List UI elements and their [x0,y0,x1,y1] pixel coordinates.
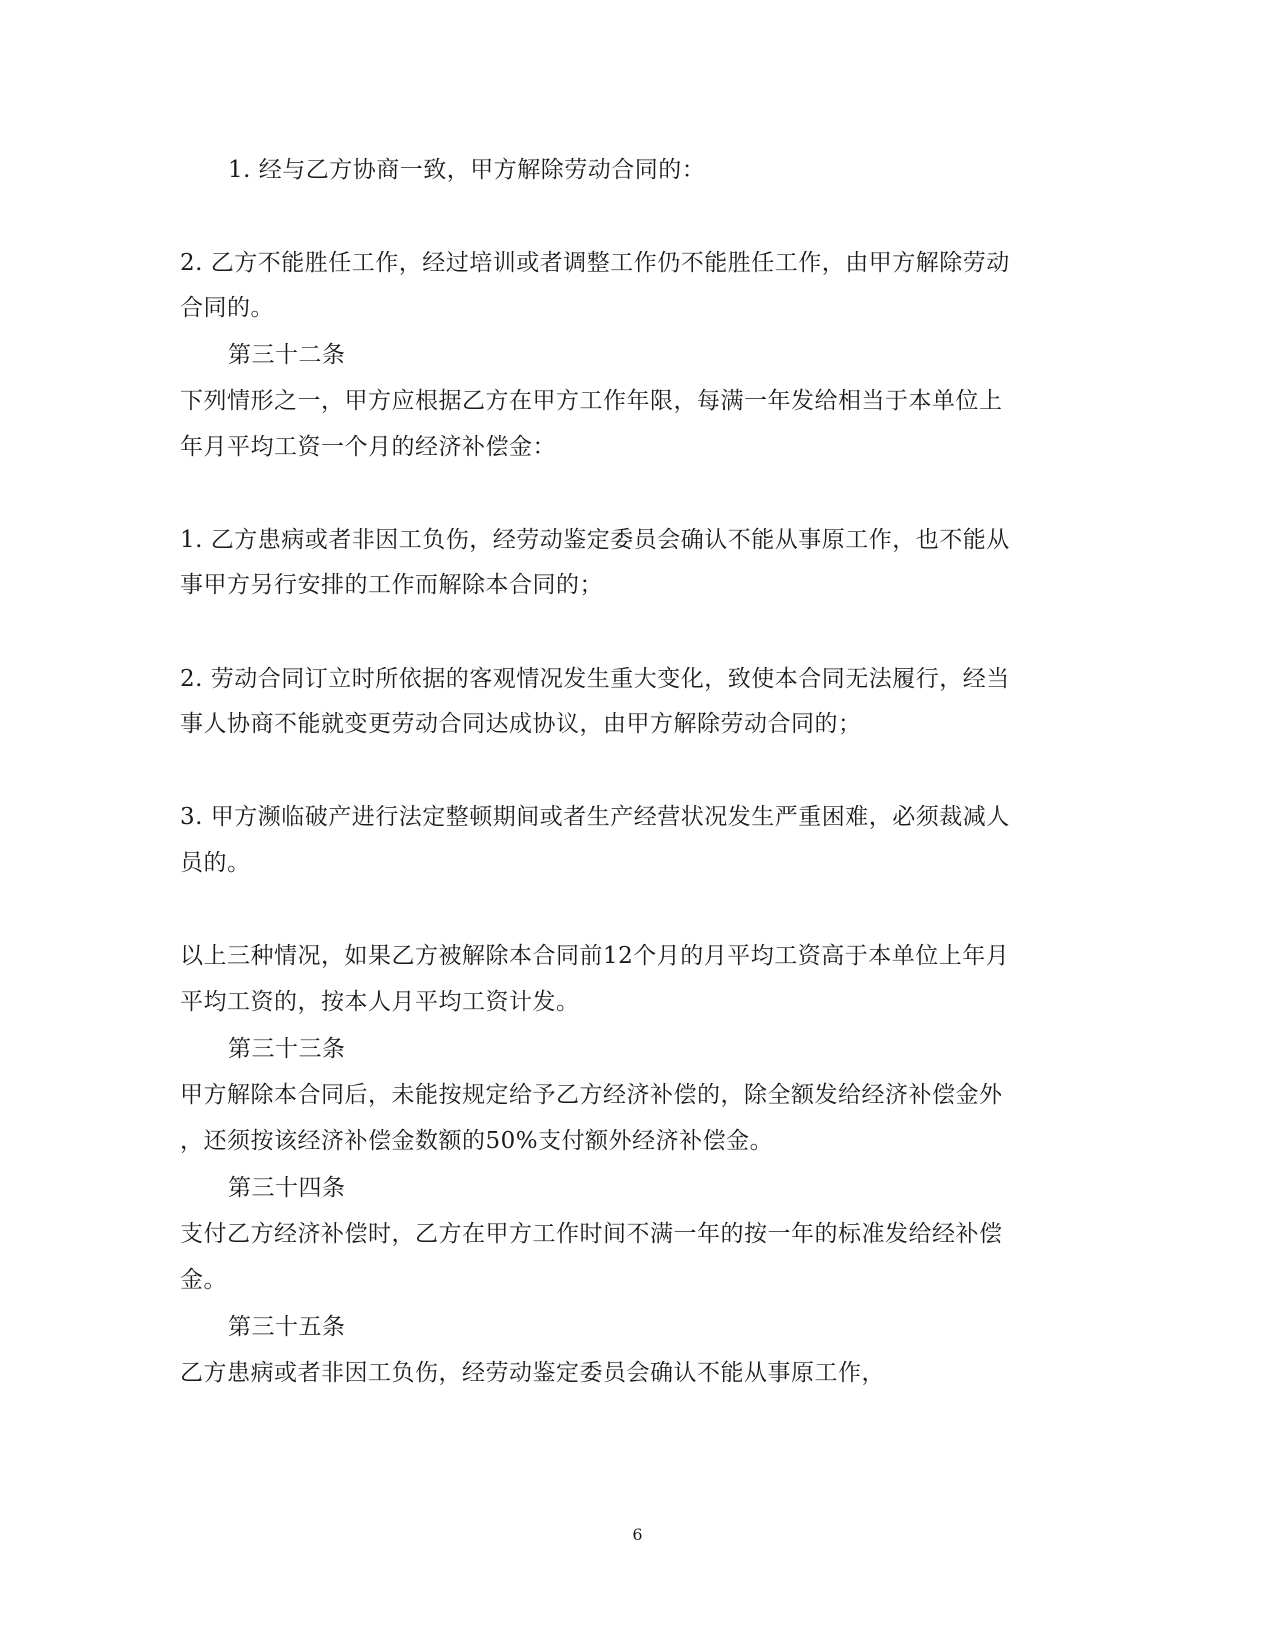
text-line: 事甲方另行安排的工作而解除本合同的； [180,572,603,598]
article-heading: 第三十四条 [228,1175,346,1201]
text-line: 1. 经与乙方协商一致，甲方解除劳动合同的： [228,157,706,183]
article-heading: 第三十五条 [228,1314,346,1340]
text-line: 乙方患病或者非因工负伤，经劳动鉴定委员会确认不能从事原工作， [180,1360,885,1386]
text-line: 金。 [180,1267,227,1293]
text-line: 年月平均工资一个月的经济补偿金： [180,434,556,460]
text-line: 事人协商不能就变更劳动合同达成协议，由甲方解除劳动合同的； [180,711,862,737]
text-line: 下列情形之一，甲方应根据乙方在甲方工作年限，每满一年发给相当于本单位上 [180,388,1003,414]
text-line: 2. 劳动合同订立时所依据的客观情况发生重大变化，致使本合同无法履行，经当 [180,666,1010,692]
text-line: 1. 乙方患病或者非因工负伤，经劳动鉴定委员会确认不能从事原工作，也不能从 [180,527,1010,553]
text-line: 支付乙方经济补偿时，乙方在甲方工作时间不满一年的按一年的标准发给经补偿 [180,1221,1003,1247]
page-number: 6 [632,1525,643,1544]
text-line: 员的。 [180,850,251,876]
text-line: 以上三种情况，如果乙方被解除本合同前12个月的月平均工资高于本单位上年月 [180,943,1010,969]
text-line: 2. 乙方不能胜任工作，经过培训或者调整工作仍不能胜任工作，由甲方解除劳动 [180,250,1010,276]
text-line: 甲方解除本合同后，未能按规定给予乙方经济补偿的，除全额发给经济补偿金外 [180,1082,1003,1108]
text-line: 合同的。 [180,295,274,321]
article-heading: 第三十三条 [228,1036,346,1062]
text-line: 3. 甲方濒临破产进行法定整顿期间或者生产经营状况发生严重困难，必须裁减人 [180,804,1010,830]
text-line: 平均工资的，按本人月平均工资计发。 [180,989,580,1015]
text-line: ，还须按该经济补偿金数额的50%支付额外经济补偿金。 [180,1128,774,1154]
article-heading: 第三十二条 [228,342,346,368]
